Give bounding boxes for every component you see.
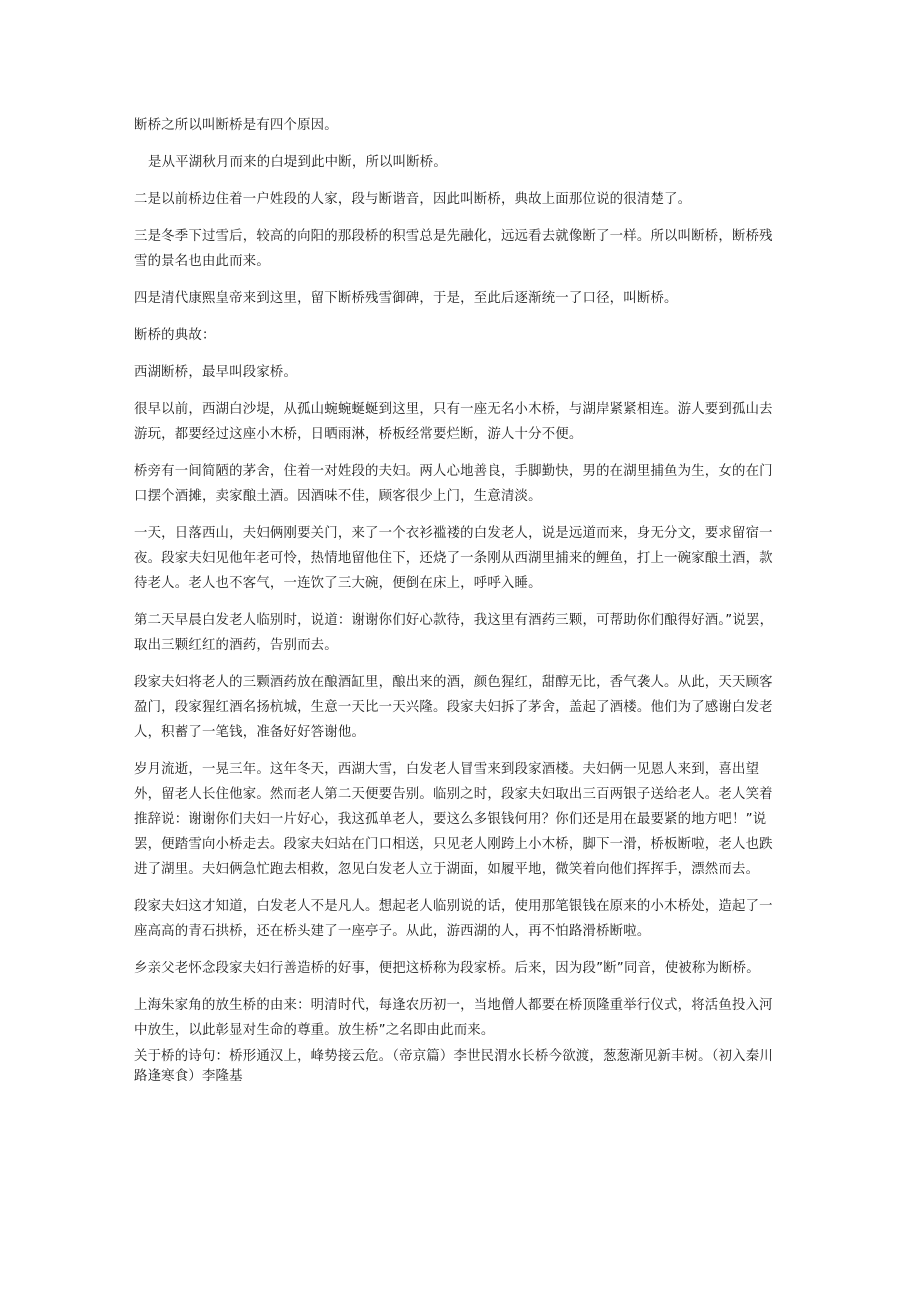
paragraph-fangsheng-bridge: 上海朱家角的放生桥的由来：明清时代，每逢农历初一，当地僧人都要在桥顶隆重举行仪式，将活鱼投入河中放生，以此彰显对生命的尊重。放生桥”之名即由此而来。 — [134, 998, 773, 1038]
paragraph-story-2: 桥旁有一间简陋的茅舍，住着一对姓段的夫妇。两人心地善良，手脚勤快，男的在湖里捕鱼为生，女的在门口摆个酒摊，卖家酿土酒。因酒味不佳，顾客很少上门，生意清淡。 — [134, 464, 773, 504]
paragraph-story-8: 乡亲父老怀念段家夫妇行善造桥的好事，便把这桥称为段家桥。后来，因为段”断”同音，使被称为断桥。 — [134, 961, 760, 976]
paragraph-reason-four: 四是清代康熙皇帝来到这里，留下断桥残雪御碑，于是，至此后逐渐统一了口径，叫断桥。 — [134, 291, 678, 306]
paragraph-intro: 断桥之所以叫断桥是有四个原因。 — [134, 118, 338, 133]
section-heading-allusion: 断桥的典故： — [134, 328, 216, 343]
paragraph-story-6: 岁月流逝，一晃三年。这年冬天，西湖大雪，白发老人冒雪来到段家酒楼。夫妇俩一见恩人来到，喜出望外，留老人长住他家。然而老人第二天便要告别。临别之时，段家夫妇取出三百两银子送给老人。老人笑着推辞说：谢谢你们夫妇一片好心，我这孤单老人，要这么多银钱何用？你们还是用在最要紧的地方吧！”说罢，便踏雪向小桥走去。段家夫妇站在门口相送，只见老人刚跨上小木桥，脚下一滑，桥板断啦，老人也跌进了湖里。夫妇俩急忙跑去相救，忽见白发老人立于湖面，如履平地，微笑着向他们挥挥手，漂然而去。 — [134, 762, 773, 877]
paragraph-story-5: 段家夫妇将老人的三颗酒药放在酿酒缸里，酿出来的酒，颜色猩红，甜醇无比，香气袭人。从此，天天顾客盈门，段家猩红酒名扬杭城，生意一天比一天兴隆。段家夫妇拆了茅舍，盖起了酒楼。他们为了感谢白发老人，积蓄了一笔钱，准备好好答谢他。 — [134, 675, 773, 740]
paragraph-story-3: 一天，日落西山，夫妇俩刚要关门，来了一个衣衫褴褛的白发老人，说是远道而来，身无分文，要求留宿一夜。段家夫妇见他年老可怜，热情地留他住下，还烧了一条刚从西湖里捕来的鲤鱼，打上一碗家酿土酒，款待老人。老人也不客气，一连饮了三大碗，便倒在床上，呼呼入睡。 — [134, 526, 773, 591]
paragraph-reason-three: 三是冬季下过雪后，较高的向阳的那段桥的积雪总是先融化，远远看去就像断了一样。所以叫断桥，断桥残雪的景名也由此而来。 — [134, 229, 773, 269]
paragraph-story-4: 第二天早晨白发老人临别时，说道：谢谢你们好心款待，我这里有酒药三颗，可帮助你们酿得好酒。”说罢，取出三颗红红的酒药，告别而去。 — [134, 613, 774, 653]
document-body — [134, 113, 784, 1087]
paragraph-reason-two: 二是以前桥边住着一户姓段的人家，段与断谐音，因此叫断桥，典故上面那位说的很清楚了。 — [134, 192, 692, 207]
paragraph-bridge-poems: 关于桥的诗句：桥形通汉上，峰势接云危。（帝京篇）李世民渭水长桥今欲渡，葱葱渐见新丰树。（初入秦川路逢寒食）李隆基 — [134, 1049, 773, 1084]
paragraph-story-7: 段家夫妇这才知道，白发老人不是凡人。想起老人临别说的话，使用那笔银钱在原来的小木桥处，造起了一座高高的青石拱桥，还在桥头建了一座亭子。从此，游西湖的人，再不怕路滑桥断啦。 — [134, 899, 773, 939]
paragraph-reason-one: 是从平湖秋月而来的白堤到此中断，所以叫断桥。 — [148, 155, 447, 170]
paragraph-story-1: 很早以前，西湖白沙堤，从孤山蜿蜿蜒蜒到这里，只有一座无名小木桥，与湖岸紧紧相连。游人要到孤山去游玩，都要经过这座小木桥，日晒雨淋，桥板经常要烂断，游人十分不便。 — [134, 402, 773, 442]
paragraph-duanjia-bridge: 西湖断桥，最早叫段家桥。 — [134, 365, 298, 380]
